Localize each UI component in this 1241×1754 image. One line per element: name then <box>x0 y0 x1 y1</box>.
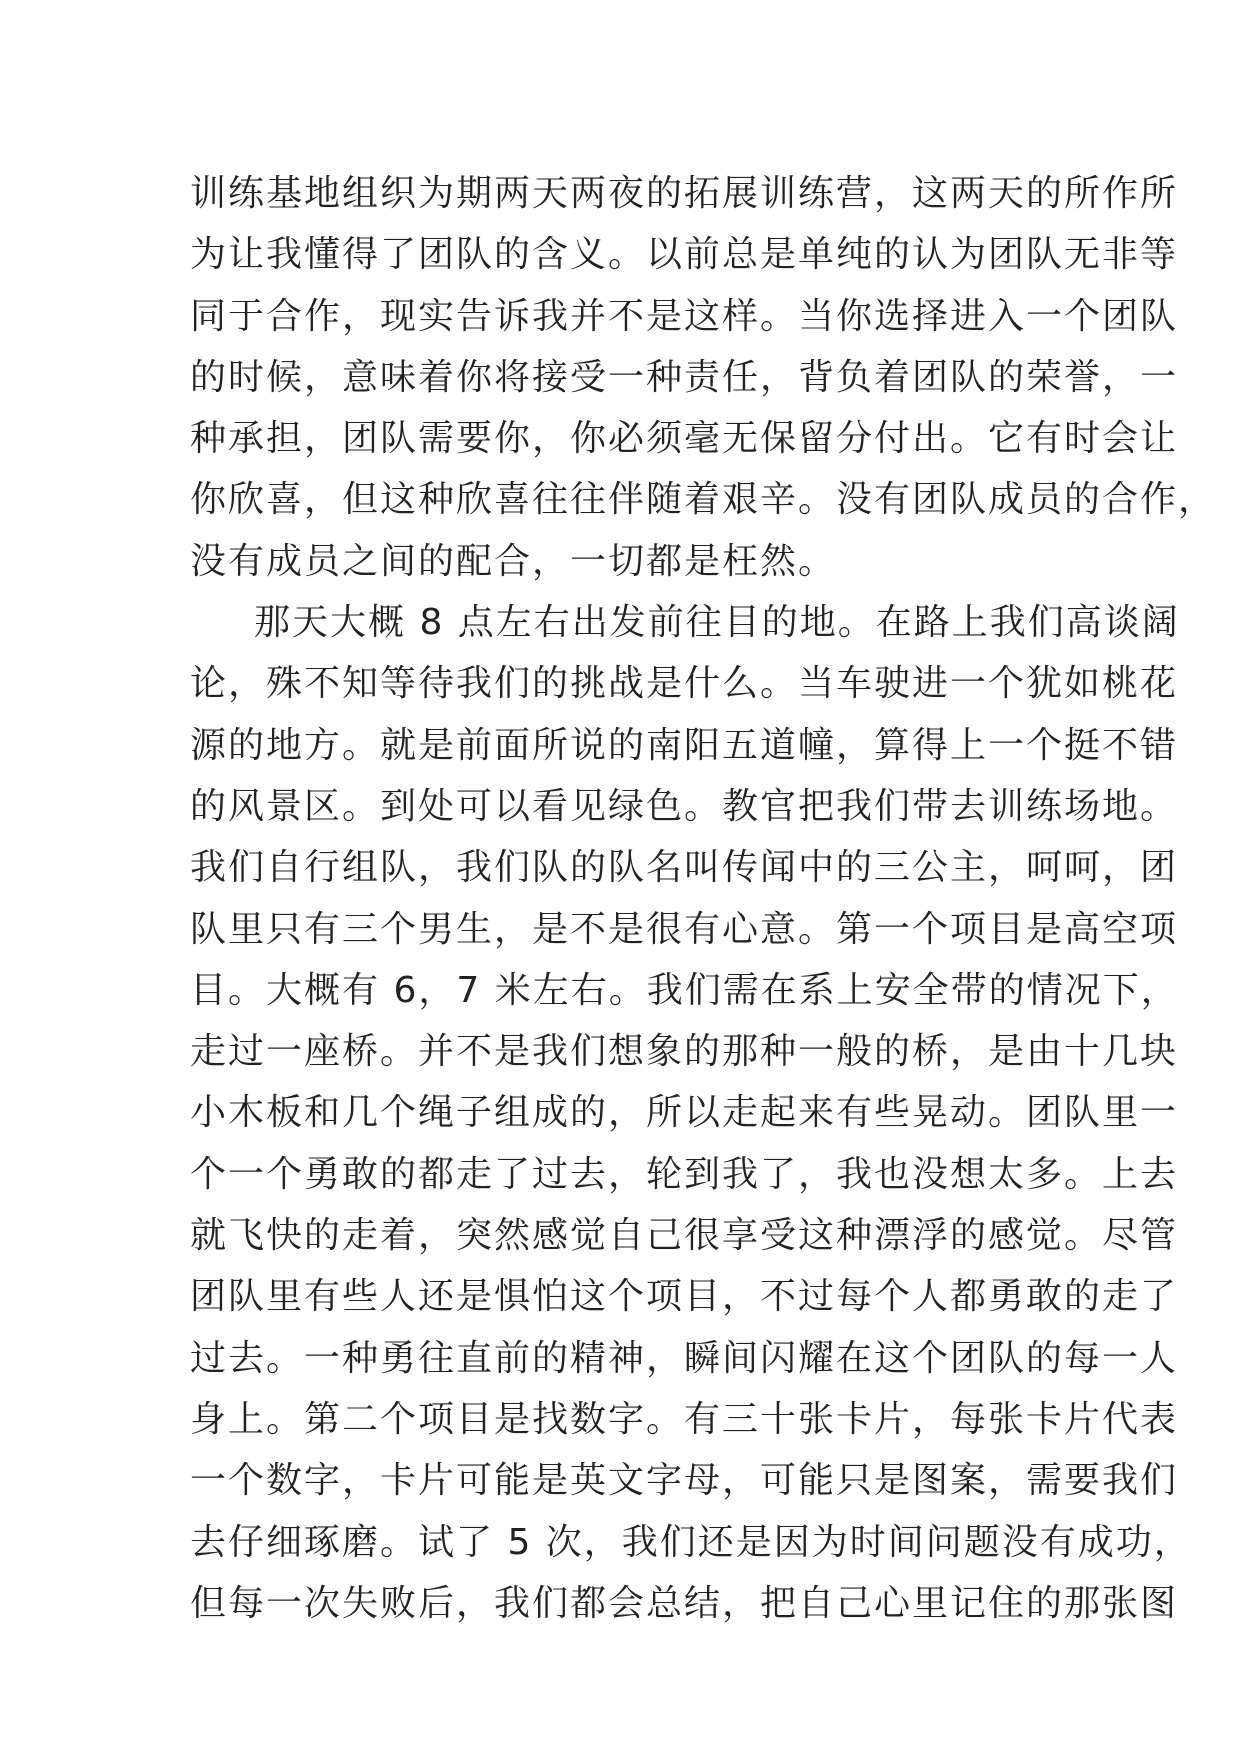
text-line: 的风景区。到处可以看见绿色。教官把我们带去训练场地。 <box>190 785 1179 827</box>
text-line: 过去。一种勇往直前的精神，瞬间闪耀在这个团队的每一人 <box>190 1337 1179 1379</box>
text-line: 目。大概有 6，7 米左右。我们需在系上安全带的情况下， <box>190 969 1179 1011</box>
text-line: 个一个勇敢的都走了过去，轮到我了，我也没想太多。上去 <box>190 1153 1179 1195</box>
text-line: 队里只有三个男生，是不是很有心意。第一个项目是高空项 <box>190 908 1179 950</box>
text-line: 的时候，意味着你将接受一种责任，背负着团队的荣誉，一 <box>190 356 1179 398</box>
text-line: 为让我懂得了团队的含义。以前总是单纯的认为团队无非等 <box>190 234 1179 276</box>
text-line: 但每一次失败后，我们都会总结，把自己心里记住的那张图 <box>190 1582 1179 1624</box>
text-line: 同于合作，现实告诉我并不是这样。当你选择进入一个团队 <box>190 295 1179 337</box>
body-text <box>190 163 1217 1634</box>
text-line: 那天大概 8 点左右出发前往目的地。在路上我们高谈阔 <box>254 602 1180 644</box>
text-line: 一个数字，卡片可能是英文字母，可能只是图案，需要我们 <box>190 1460 1179 1502</box>
text-line: 团队里有些人还是惧怕这个项目，不过每个人都勇敢的走了 <box>190 1276 1179 1318</box>
text-line: 走过一座桥。并不是我们想象的那种一般的桥，是由十几块 <box>190 1031 1179 1073</box>
text-line: 我们自行组队，我们队的队名叫传闻中的三公主，呵呵，团 <box>190 847 1179 889</box>
text-line: 训练基地组织为期两天两夜的拓展训练营，这两天的所作所 <box>190 173 1179 214</box>
text-line: 身上。第二个项目是找数字。有三十张卡片，每张卡片代表 <box>190 1398 1179 1440</box>
text-line: 论，殊不知等待我们的挑战是什么。当车驶进一个犹如桃花 <box>190 663 1179 705</box>
text-line: 去仔细琢磨。试了 5 次，我们还是因为时间问题没有成功， <box>190 1521 1192 1563</box>
text-line: 就飞快的走着，突然感觉自己很享受这种漂浮的感觉。尽管 <box>190 1215 1179 1257</box>
text-line: 你欣喜，但这种欣喜往往伴随着艰辛。没有团队成员的合作， <box>190 479 1217 521</box>
text-line: 源的地方。就是前面所说的南阳五道幢，算得上一个挺不错 <box>190 724 1179 766</box>
text-line: 小木板和几个绳子组成的，所以走起来有些晃动。团队里一 <box>190 1092 1179 1134</box>
text-line: 种承担，团队需要你，你必须毫无保留分付出。它有时会让 <box>190 418 1179 460</box>
text-line: 没有成员之间的配合，一切都是枉然。 <box>190 540 837 582</box>
